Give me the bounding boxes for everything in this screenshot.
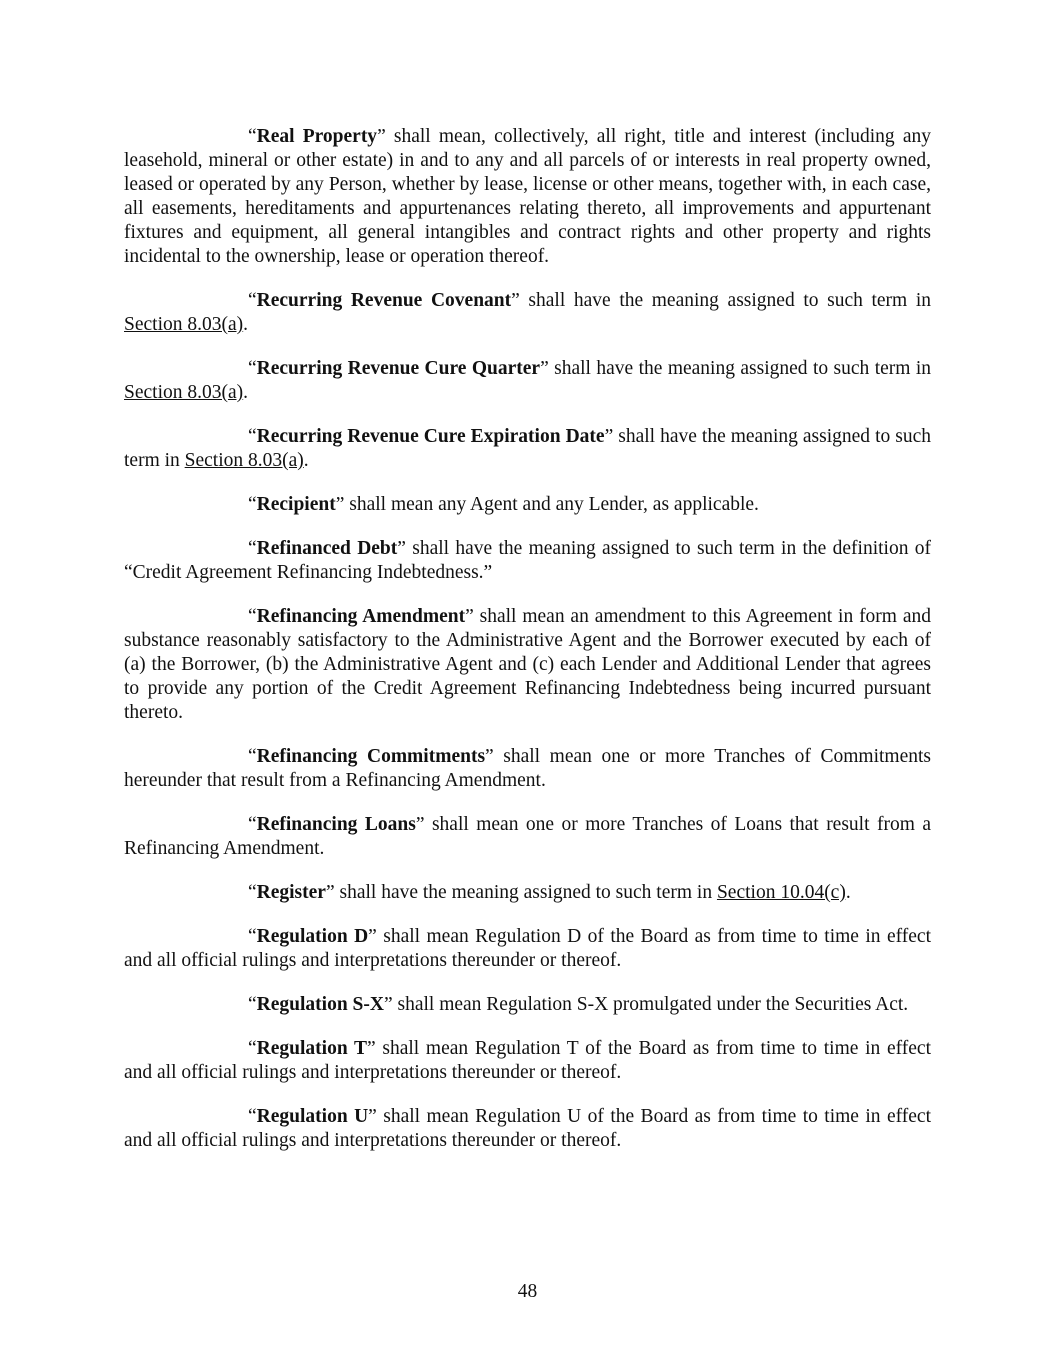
defined-term: Recipient (256, 494, 336, 515)
open-quote: “ (248, 746, 257, 767)
definition-text: ” shall have the meaning assigned to such term in the definition of “Credit Agreement Refinancing Indebtedness.” (124, 538, 931, 583)
open-quote: “ (248, 538, 257, 559)
definition-text: ” shall have the meaning assigned to such term in (511, 290, 932, 311)
section-reference: Section 8.03(a) (184, 450, 304, 471)
definition-text: ” shall have the meaning assigned to such term in (124, 426, 931, 471)
definition-paragraph (124, 605, 931, 725)
defined-term: Regulation D (256, 926, 369, 947)
definition-paragraph (124, 357, 931, 405)
definition-paragraph (124, 993, 931, 1017)
definition-tail: . (303, 450, 309, 471)
defined-term: Register (256, 882, 326, 903)
open-quote: “ (248, 994, 257, 1015)
open-quote: “ (248, 814, 257, 835)
defined-term: Regulation S-X (256, 994, 384, 1015)
definition-text: ” shall mean an amendment to this Agreement in form and substance reasonably satisfactory to the Administrative Agent and the Borrower executed by each of (a) the Borrower, (b) the Administrative Agent and (c) each Lender and Additional Lender that agrees to provide any portion of the Credit Agreement Refinancing Indebtedness being incurred pursuant thereto. (124, 606, 931, 723)
definition-paragraph (124, 925, 931, 973)
definition-paragraph (124, 881, 931, 905)
definition-paragraph (124, 493, 931, 517)
open-quote: “ (248, 1106, 257, 1127)
open-quote: “ (248, 426, 257, 447)
definition-paragraph (124, 289, 931, 337)
defined-term: Refinancing Loans (256, 814, 416, 835)
defined-term: Refinancing Commitments (256, 746, 486, 767)
defined-term: Regulation T (256, 1038, 368, 1059)
section-reference: Section 8.03(a) (124, 314, 244, 335)
open-quote: “ (248, 606, 257, 627)
open-quote: “ (248, 126, 257, 147)
definition-paragraph (124, 125, 931, 269)
section-reference: Section 8.03(a) (124, 382, 244, 403)
definition-paragraph (124, 1105, 931, 1153)
defined-term: Recurring Revenue Covenant (256, 290, 512, 311)
definition-text: ” shall mean, collectively, all right, title and interest (including any leasehold, mineral or other estate) in and to any and all parcels of or interests in real property owned, leased or operated by any Person, whether by lease, license or other means, together with, in each case, all easements, hereditaments and appurtenances relating thereto, all improvements and appurtenant fixtures and equipment, all general intangibles and contract rights and other property and rights incidental to the ownership, lease or operation thereof. (124, 126, 931, 267)
definition-paragraph (124, 1037, 931, 1085)
definition-text: ” shall mean one or more Tranches of Commitments hereunder that result from a Refinancing Amendment. (124, 746, 931, 791)
defined-term: Real Property (256, 126, 378, 147)
definition-text: ” shall have the meaning assigned to such term in (540, 358, 932, 379)
defined-term: Recurring Revenue Cure Quarter (256, 358, 541, 379)
section-reference: Section 10.04(c) (716, 882, 846, 903)
definition-text: ” shall mean Regulation D of the Board as from time to time in effect and all official rulings and interpretations thereunder or thereof. (124, 926, 931, 971)
defined-term: Refinancing Amendment (256, 606, 466, 627)
definition-paragraph (124, 813, 931, 861)
defined-term: Refinanced Debt (256, 538, 398, 559)
definition-text: ” shall mean any Agent and any Lender, as applicable. (335, 494, 759, 515)
open-quote: “ (248, 494, 257, 515)
open-quote: “ (248, 882, 257, 903)
definition-paragraph (124, 745, 931, 793)
definition-text: ” shall have the meaning assigned to such term in (325, 882, 717, 903)
open-quote: “ (248, 926, 257, 947)
open-quote: “ (248, 290, 257, 311)
definition-tail: . (243, 382, 249, 403)
definition-paragraph (124, 537, 931, 585)
definition-text: ” shall mean Regulation S-X promulgated under the Securities Act. (383, 994, 909, 1015)
definition-text: ” shall mean Regulation U of the Board as from time to time in effect and all official rulings and interpretations thereunder or thereof. (124, 1106, 931, 1151)
defined-term: Recurring Revenue Cure Expiration Date (256, 426, 605, 447)
definitions-section (124, 125, 931, 1173)
open-quote: “ (248, 1038, 257, 1059)
definition-tail: . (243, 314, 249, 335)
page-number: 48 (517, 1281, 538, 1302)
definition-text: ” shall mean Regulation T of the Board as from time to time in effect and all official rulings and interpretations thereunder or thereof. (124, 1038, 931, 1083)
defined-term: Regulation U (256, 1106, 369, 1127)
definition-tail: . (845, 882, 851, 903)
definition-paragraph (124, 425, 931, 473)
definition-text: ” shall mean one or more Tranches of Loans that result from a Refinancing Amendment. (124, 814, 932, 859)
open-quote: “ (248, 358, 257, 379)
